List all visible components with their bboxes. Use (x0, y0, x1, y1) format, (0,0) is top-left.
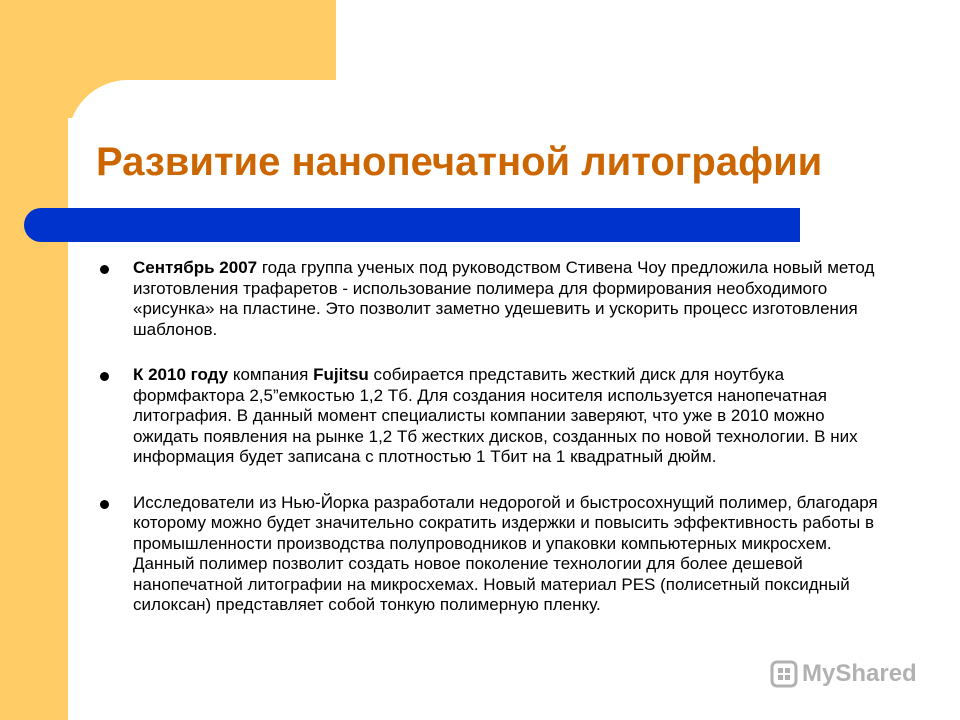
bullet-item-2 (100, 365, 890, 468)
bullet-text: Исследователи из Нью-Йорка разработали недорогой и быстросохнущий полимер, благодаря которому можно будет значительно сократить издержки и повысить эффективность работы в промышленности производства полупроводников и упаковки компьютерных микросхем. Данный полимер позволит создать новое поколение технологии для более дешевой нанопечатной литографии на микросхемах. Новый материал PES (полисетный поксидный силоксан) представляет собой тонкую полимерную пленку. (133, 492, 878, 614)
bullet-list (100, 258, 890, 641)
title-underline-bar (24, 208, 800, 242)
bullet-item-3 (100, 493, 890, 616)
bullet-brand-name: Fujitsu (313, 365, 369, 384)
bullet-lead-date: К 2010 году (133, 365, 229, 384)
watermark-text: MyShared (802, 660, 917, 687)
bullet-lead-date: Сентябрь 2007 (133, 258, 258, 277)
watermark (770, 660, 917, 688)
bullet-text: года группа ученых под руководством Стивена Чоу предложила новый метод изготовления трафаретов - использование полимера для формирования необходимого «рисунка» на пластине. Это позволит заметно удешевить и ускорить процесс изготовления шаблонов. (133, 258, 875, 339)
myshared-logo-icon (770, 660, 798, 688)
bullet-item-1 (100, 258, 890, 340)
bullet-text: собирается представить жесткий диск для ноутбука формфактора 2,5”емкостью 1,2 Тб. Для создания носителя используется нанопечатная литография. В данный момент специалисты компании заверяют, что уже в 2010 можно ожидать появления на рынке 1,2 Тб жестких дисков, созданных по новой технологии. В них информация будет записана с плотностью 1 Тбит на 1 квадратный дюйм. (133, 365, 858, 466)
slide-title: Развитие нанопечатной литографии (96, 140, 823, 184)
bullet-text-connector: компания (228, 365, 314, 384)
